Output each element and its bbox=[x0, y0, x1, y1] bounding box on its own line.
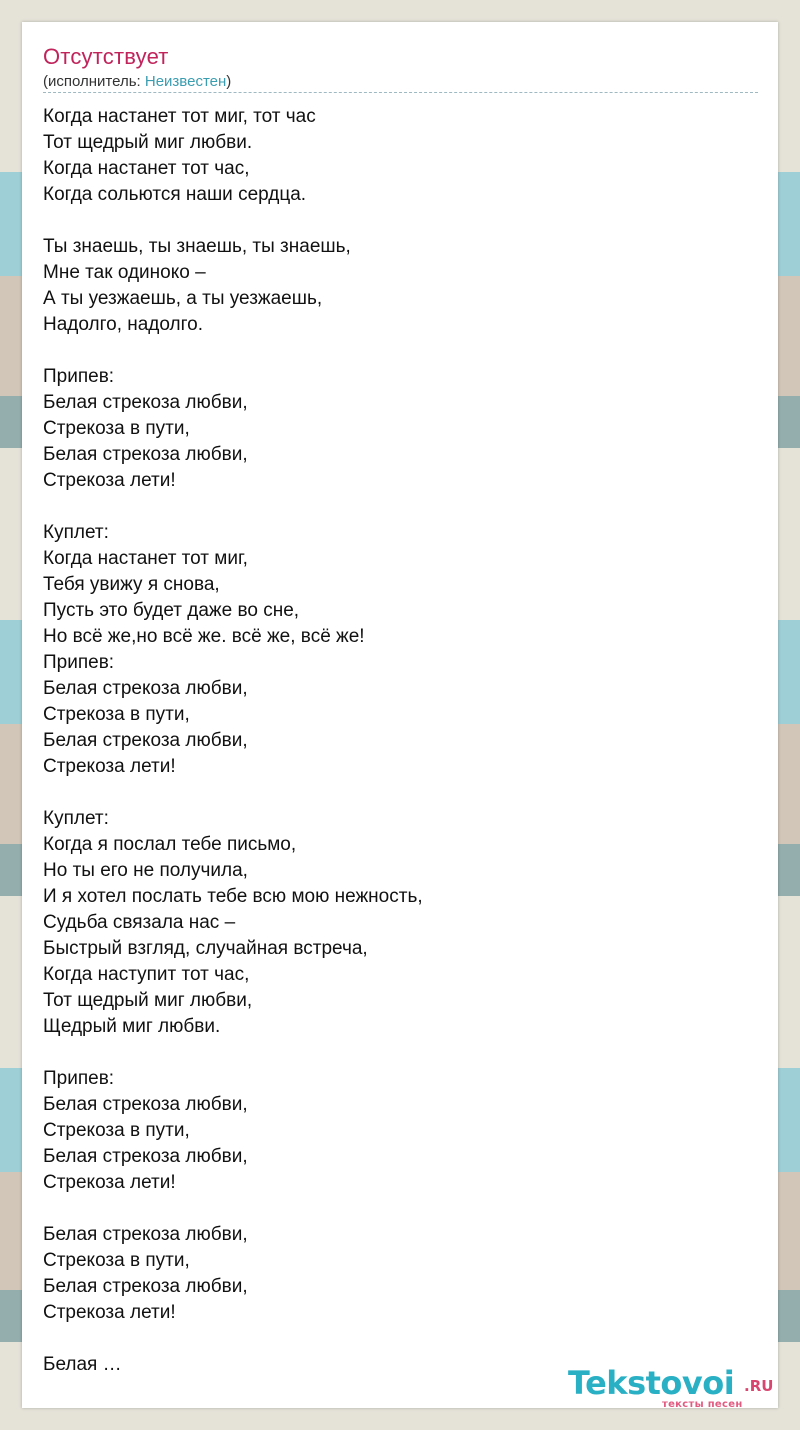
lyric-line: Пусть это будет даже во сне, bbox=[43, 600, 300, 621]
lyric-line: Когда наступит тот час, bbox=[43, 964, 250, 985]
dashed-separator bbox=[43, 92, 758, 93]
lyric-line: Белая стрекоза любви, bbox=[43, 1224, 248, 1245]
lyric-line: Стрекоза в пути, bbox=[43, 1250, 190, 1271]
lyric-line: Стрекоза лети! bbox=[43, 1172, 176, 1193]
lyric-line: Припев: bbox=[43, 652, 115, 673]
lyric-line bbox=[43, 338, 758, 364]
lyric-line: Тот щедрый миг любви. bbox=[43, 132, 253, 153]
lyric-line: Тебя увижу я снова, bbox=[43, 574, 220, 595]
lyric-line: Куплет: bbox=[43, 808, 109, 829]
lyric-line: Надолго, надолго. bbox=[43, 314, 203, 335]
lyric-line bbox=[43, 208, 758, 234]
lyric-line: Стрекоза лети! bbox=[43, 470, 176, 491]
lyric-line: Белая стрекоза любви, bbox=[43, 444, 248, 465]
lyric-line: Куплет: bbox=[43, 522, 109, 543]
lyric-line: Стрекоза в пути, bbox=[43, 704, 190, 725]
lyric-line bbox=[43, 780, 758, 806]
lyric-line: Когда я послал тебе письмо, bbox=[43, 834, 297, 855]
artist-link[interactable]: Неизвестен bbox=[144, 73, 227, 90]
tekstovoi-logo[interactable] bbox=[568, 1364, 778, 1410]
lyric-line bbox=[43, 1040, 758, 1066]
lyric-line: Когда настанет тот миг, bbox=[43, 548, 248, 569]
lyric-line: Когда настанет тот час, bbox=[43, 158, 250, 179]
lyric-line: Припев: bbox=[43, 366, 115, 387]
lyric-line bbox=[43, 494, 758, 520]
lyric-line: Быстрый взгляд, случайная встреча, bbox=[43, 938, 368, 959]
lyric-line: Белая стрекоза любви, bbox=[43, 730, 248, 751]
lyric-line: Белая … bbox=[43, 1354, 122, 1375]
song-title: Отсутствует bbox=[43, 44, 169, 69]
lyric-line bbox=[43, 1326, 758, 1352]
lyric-line: И я хотел послать тебе всю мою нежность, bbox=[43, 886, 423, 907]
lyric-line: Ты знаешь, ты знаешь, ты знаешь, bbox=[43, 236, 351, 257]
logo-tagline: тексты песен bbox=[662, 1399, 743, 1410]
lyric-line: Стрекоза в пути, bbox=[43, 1120, 190, 1141]
lyrics-text bbox=[43, 104, 758, 1378]
lyric-line: Судьба связала нас – bbox=[43, 912, 236, 933]
lyric-line: Припев: bbox=[43, 1068, 115, 1089]
lyric-line: Мне так одиноко – bbox=[43, 262, 206, 283]
lyric-line: Белая стрекоза любви, bbox=[43, 392, 248, 413]
lyric-line: Щедрый миг любви. bbox=[43, 1016, 221, 1037]
artist-suffix: ) bbox=[226, 73, 232, 90]
lyric-line bbox=[43, 1196, 758, 1222]
lyric-line: Стрекоза лети! bbox=[43, 756, 176, 777]
lyric-line: Стрекоза лети! bbox=[43, 1302, 176, 1323]
lyric-line: Белая стрекоза любви, bbox=[43, 1146, 248, 1167]
artist-line bbox=[43, 73, 231, 90]
lyric-line: Стрекоза в пути, bbox=[43, 418, 190, 439]
lyrics-card bbox=[22, 22, 778, 1408]
lyric-line: Тот щедрый миг любви, bbox=[43, 990, 253, 1011]
lyric-line: Белая стрекоза любви, bbox=[43, 1276, 248, 1297]
lyric-line: Когда настанет тот миг, тот час bbox=[43, 106, 316, 127]
lyric-line: А ты уезжаешь, а ты уезжаешь, bbox=[43, 288, 323, 309]
logo-tld: .RU bbox=[744, 1377, 774, 1395]
lyric-line: Белая стрекоза любви, bbox=[43, 1094, 248, 1115]
lyric-line: Но ты его не получила, bbox=[43, 860, 248, 881]
logo-wordmark: Tekstovoi bbox=[568, 1364, 735, 1402]
artist-prefix: (исполнитель: bbox=[43, 73, 145, 90]
lyric-line: Когда сольются наши сердца. bbox=[43, 184, 307, 205]
lyric-line: Но всё же,но всё же. всё же, всё же! bbox=[43, 626, 365, 647]
lyric-line: Белая стрекоза любви, bbox=[43, 678, 248, 699]
